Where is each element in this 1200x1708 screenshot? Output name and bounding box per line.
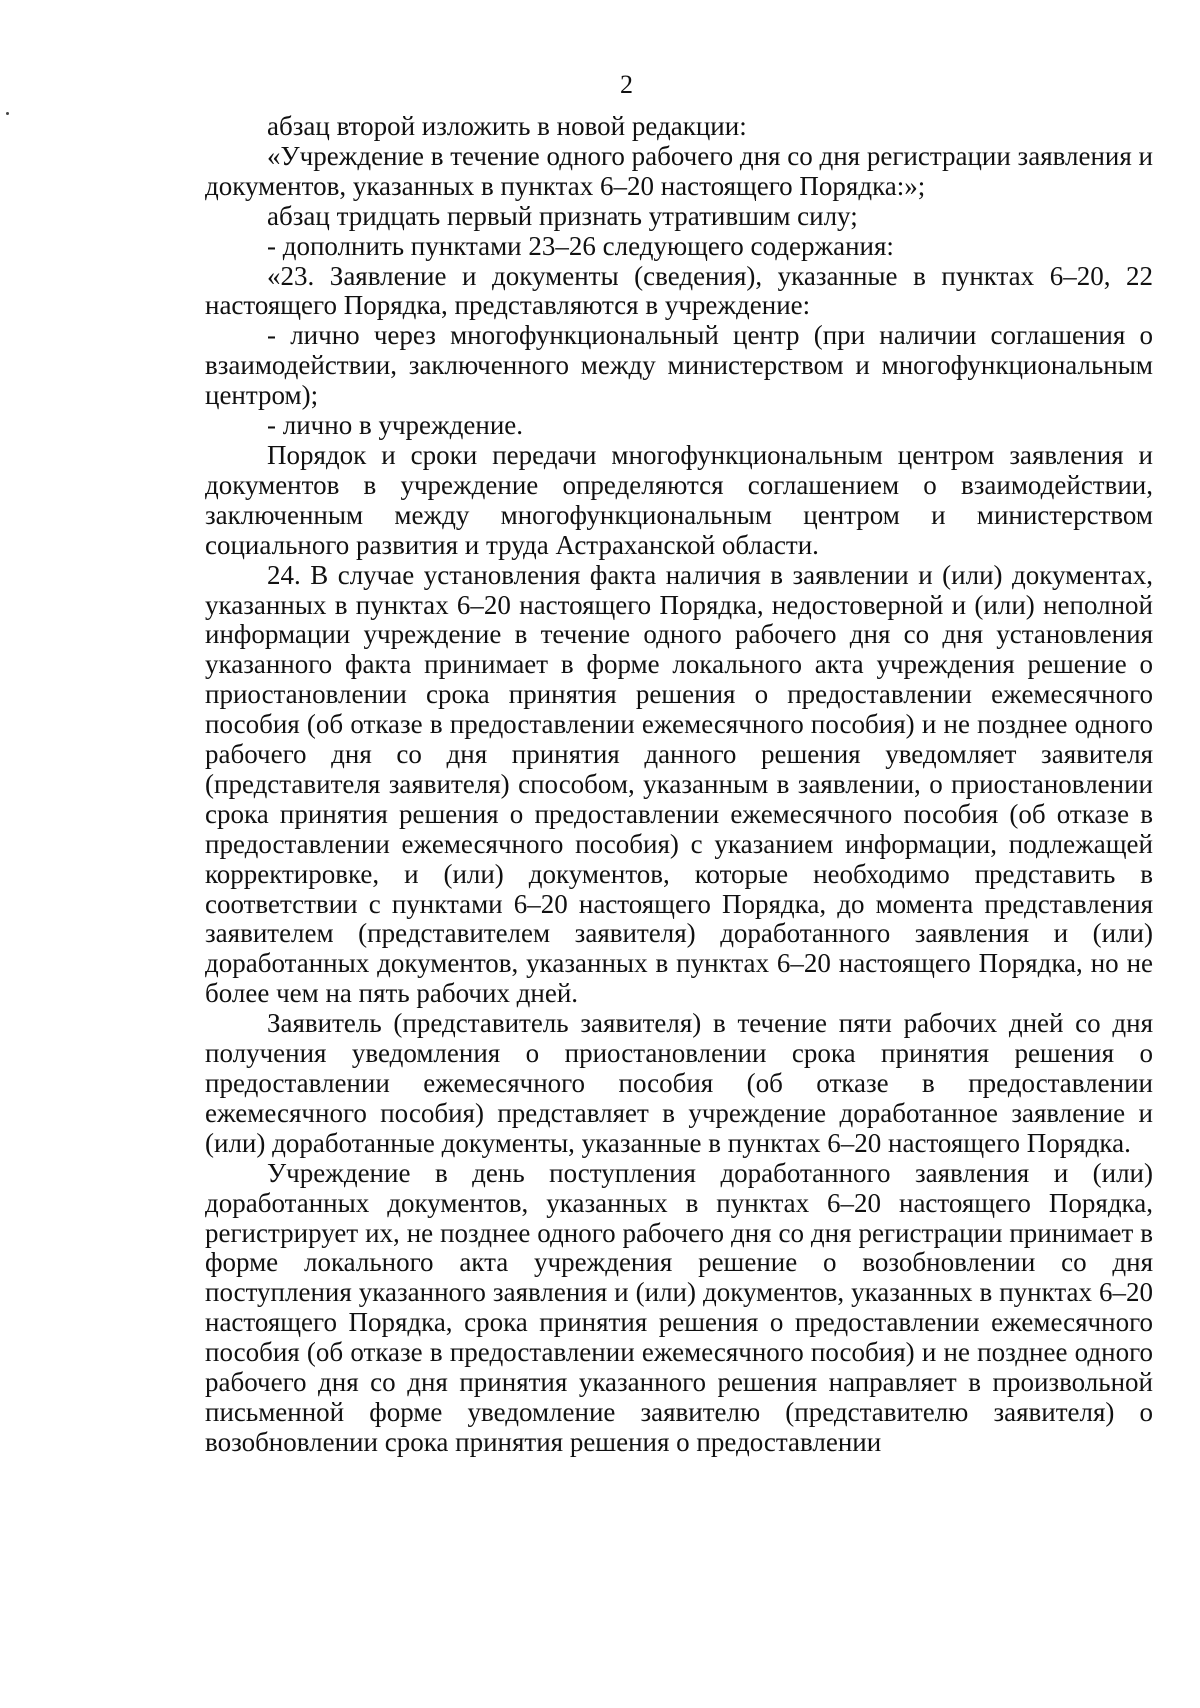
paragraph-5: «23. Заявление и документы (сведения), указанные в пунктах 6–20, 22 настоящего Порядка, представляются в учреждение: [205,260,1153,321]
paragraph-10: Заявитель (представитель заявителя) в течение пяти рабочих дней со дня получения уведомления о приостановлении срока принятия решения о предоставлении ежемесячного пособия (об отказе в предоставлении ежемесячного пособия) представляет в учреждение доработанное заявление и (или) доработанные документы, указанные в пунктах 6–20 настоящего Порядка. [205,1008,1153,1158]
paragraph-9: 24. В случае установления факта наличия в заявлении и (или) документах, указанных в пунктах 6–20 настоящего Порядка, недостоверной и (или) неполной информации учреждение в течение одного рабочего дня со дня установления указанного факта принимает в форме локального акта учреждения решение о приостановлении срока принятия решения о предоставлении ежемесячного пособия (об отказе в предоставлении ежемесячного пособия) и не позднее одного рабочего дня со дня принятия данного решения уведомляет заявителя (представителя заявителя) способом, указанным в заявлении, о приостановлении срока принятия решения о предоставлении ежемесячного пособия (об отказе в предоставлении ежемесячного пособия) с указанием информации, подлежащей корректировке, и (или) документов, которые необходимо представить в соответствии с пунктами 6–20 настоящего Порядка, до момента представления заявителем (представителем заявителя) доработанного заявления и (или) доработанных документов, указанных в пунктах 6–20 настоящего Порядка, но не более чем на пять рабочих дней. [205,559,1153,1009]
page-number: 2 [620,70,633,99]
scan-speck [6,112,9,115]
paragraph-3: абзац тридцать первый признать утратившим силу; [267,200,858,231]
paragraph-4: - дополнить пунктами 23–26 следующего содержания: [267,230,894,261]
paragraph-2: «Учреждение в течение одного рабочего дня со дня регистрации заявления и документов, указанных в пунктах 6–20 настоящего Порядка:»; [205,140,1153,201]
paragraph-6: - лично через многофункциональный центр (при наличии соглашения о взаимодействии, заключенного между министерством и многофункциональным центром); [205,320,1153,411]
paragraph-7: - лично в учреждение. [267,410,524,441]
paragraph-8: Порядок и сроки передачи многофункциональным центром заявления и документов в учреждение определяются соглашением о взаимодействии, заключенным между многофункциональным центром и министерством социального развития и труда Астраханской области. [205,439,1153,560]
paragraph-11: Учреждение в день поступления доработанного заявления и (или) доработанных документов, указанных в пунктах 6–20 настоящего Порядка, регистрирует их, не позднее одного рабочего дня со дня регистрации принимает в форме локального акта учреждения решение о возобновлении со дня поступления указанного заявления и (или) документов, указанных в пунктах 6–20 настоящего Порядка, срока принятия решения о предоставлении ежемесячного пособия (об отказе в предоставлении ежемесячного пособия) и не позднее одного рабочего дня со дня принятия указанного решения направляет в произвольной письменной форме уведомление заявителю (представителю заявителя) о возобновлении срока принятия решения о предоставлении [205,1157,1153,1457]
document-body [205,112,1153,1458]
paragraph-1: абзац второй изложить в новой редакции: [267,111,747,141]
